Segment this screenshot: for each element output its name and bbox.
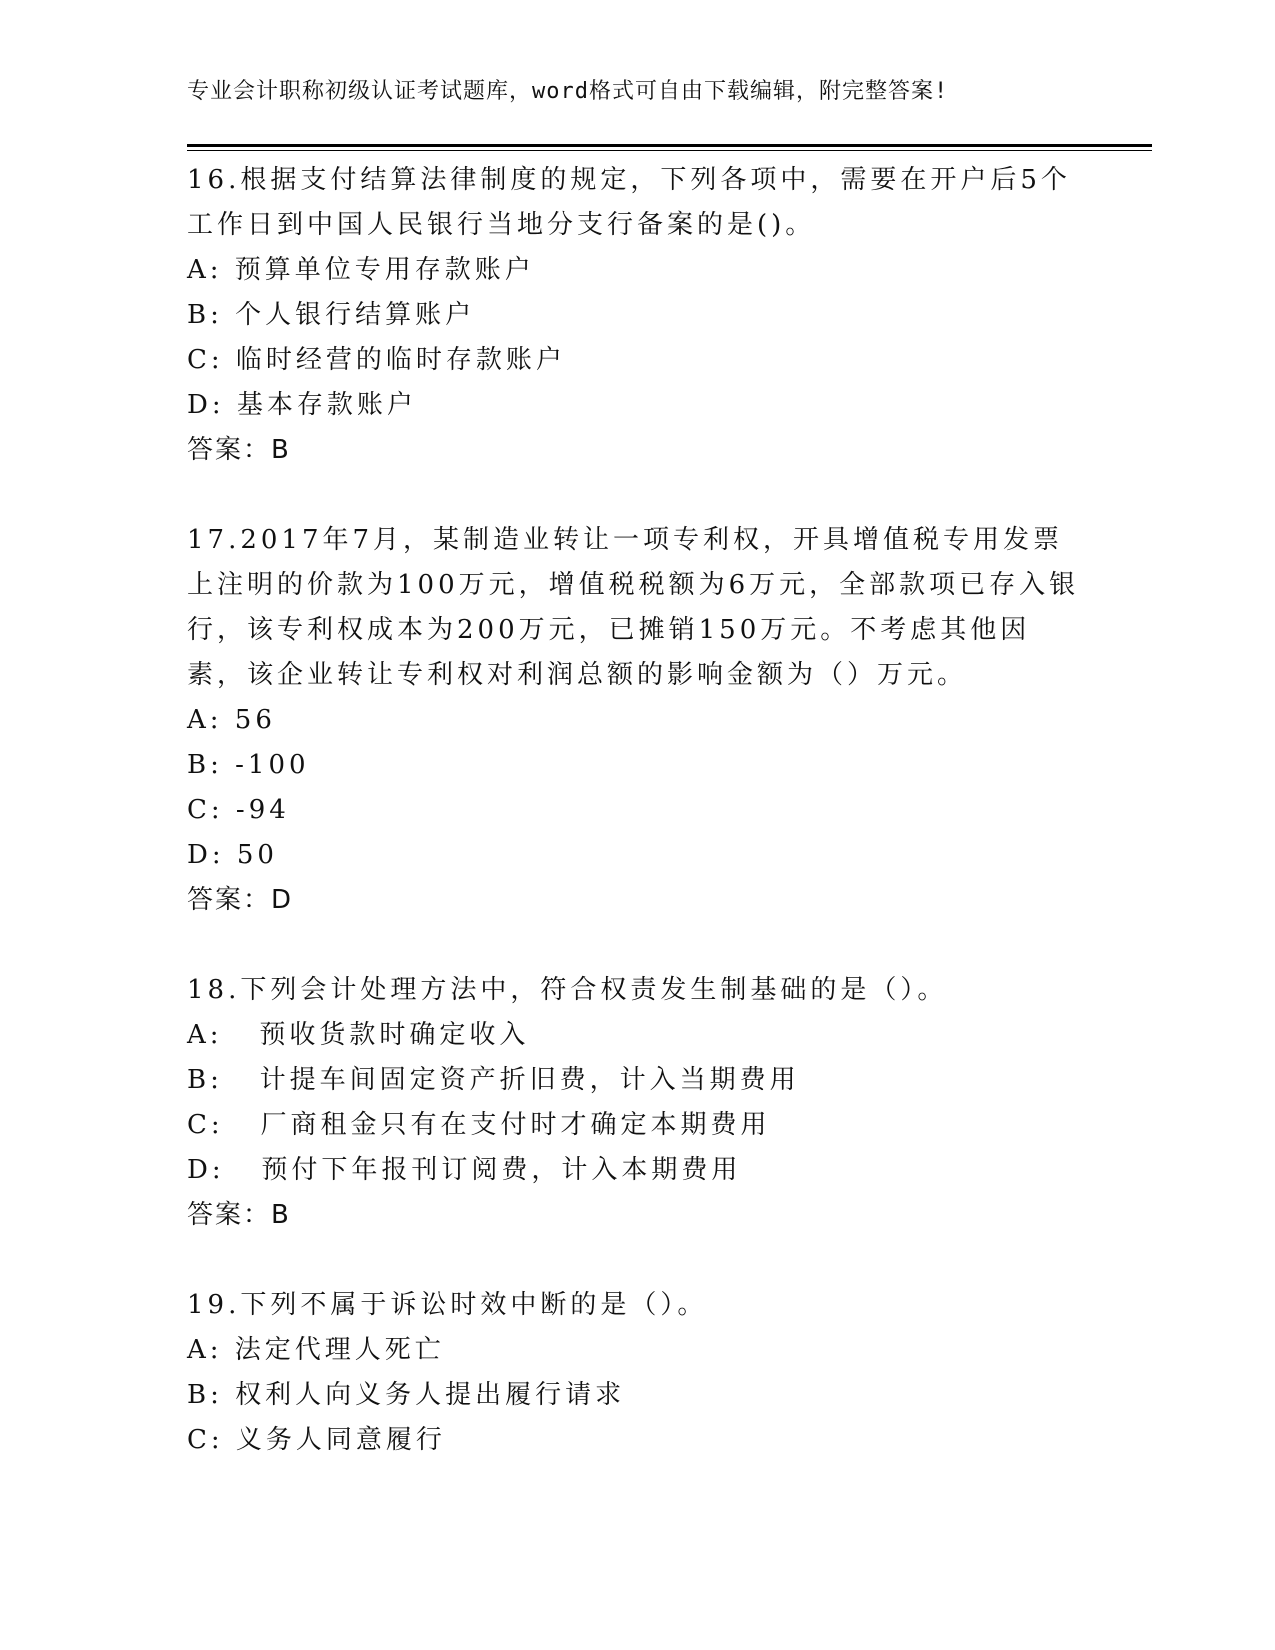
answer: 答案：D (187, 885, 294, 915)
header-divider-thin (187, 150, 1152, 151)
page-header: 专业会计职称初级认证考试题库，word格式可自由下载编辑，附完整答案! (187, 79, 949, 104)
question-17 (187, 518, 1087, 923)
option-d: D: 预付下年报刊订阅费，计入本期费用 (187, 1155, 742, 1185)
option-b: B: 计提车间固定资产折旧费，计入当期费用 (187, 1065, 800, 1095)
option-c: C: 临时经营的临时存款账户 (187, 345, 566, 375)
option-c: C: 义务人同意履行 (187, 1425, 446, 1455)
answer: 答案：B (187, 1200, 291, 1230)
option-d: D: 基本存款账户 (187, 390, 417, 420)
question-16 (187, 158, 1087, 473)
question-18 (187, 968, 1087, 1238)
option-b: B: 个人银行结算账户 (187, 300, 476, 330)
question-19 (187, 1283, 1087, 1463)
option-b: B: -100 (187, 750, 310, 780)
option-a: A: 法定代理人死亡 (187, 1335, 445, 1365)
header-divider-thick (187, 144, 1152, 147)
question-stem: 18.下列会计处理方法中，符合权责发生制基础的是（）。 (187, 975, 948, 1005)
option-d: D: 50 (187, 840, 278, 870)
option-c: C: -94 (187, 795, 290, 825)
option-c: C: 厂商租金只有在支付时才确定本期费用 (187, 1110, 771, 1140)
option-a: A: 预算单位专用存款账户 (187, 255, 535, 285)
answer: 答案：B (187, 435, 291, 465)
option-a: A: 预收货款时确定收入 (187, 1020, 530, 1050)
option-a: A: 56 (187, 705, 276, 735)
question-stem: 19.下列不属于诉讼时效中断的是（）。 (187, 1290, 708, 1320)
option-b: B: 权利人向义务人提出履行请求 (187, 1380, 626, 1410)
question-list (187, 158, 1087, 1463)
question-stem: 17.2017年7月，某制造业转让一项专利权，开具增值税专用发票上注明的价款为100万元，增值税税额为6万元，全部款项已存入银行，该专利权成本为200万元，已摊销150万元。不考虑其他因素，该企业转让专利权对利润总额的影响金额为（）万元。 (187, 525, 1080, 690)
question-stem: 16.根据支付结算法律制度的规定，下列各项中，需要在开户后5个工作日到中国人民银行当地分支行备案的是()。 (187, 165, 1071, 240)
